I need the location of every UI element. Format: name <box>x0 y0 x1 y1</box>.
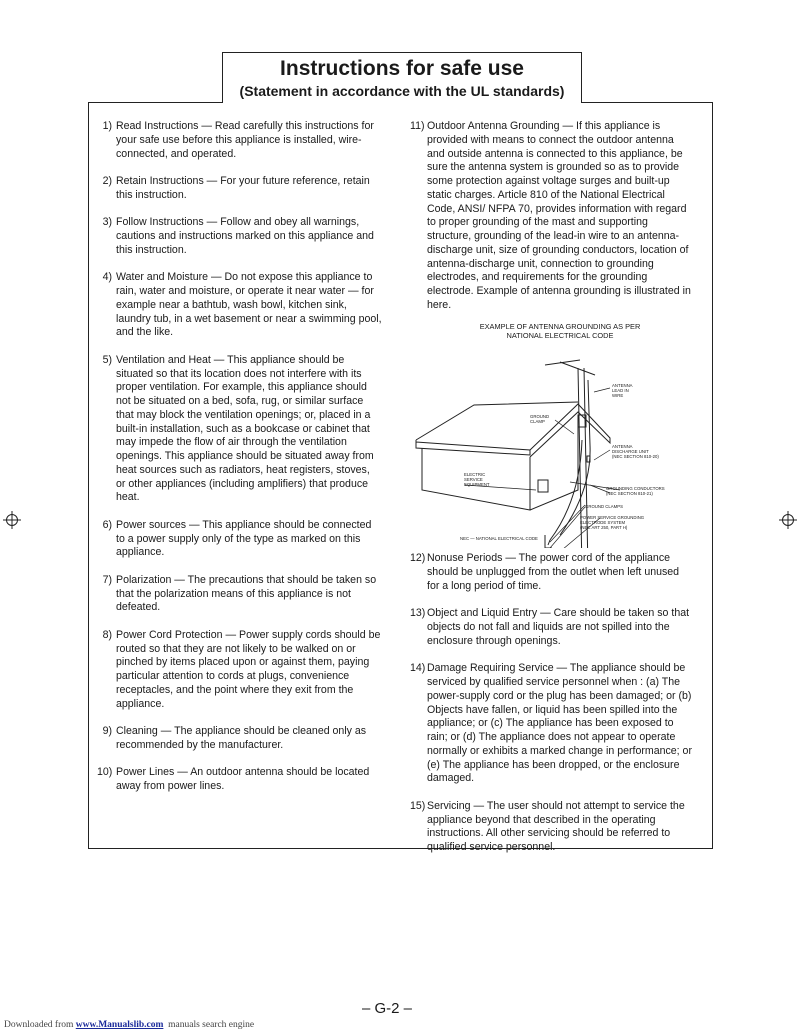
label-line: ELECTRIC <box>464 472 486 478</box>
text-line: away from power lines. <box>116 780 225 792</box>
text-line: power-supply cord or the plug has been damaged; or (b) <box>427 689 692 702</box>
label-line: ANTENNA <box>612 383 633 389</box>
label-line: LEAD IN <box>612 388 629 394</box>
text-line: not be situated on a bed, sofa, rug, or similar surface <box>116 395 364 407</box>
text-line: example near a bathtub, wash bowl, kitchen sink, <box>116 298 347 311</box>
text-line: for a long period of time. <box>427 579 542 592</box>
text-line: damaged. <box>427 772 475 785</box>
text-line: particular attention to cords at plugs, convenience <box>116 670 350 682</box>
label-line: WIRE <box>612 393 624 399</box>
instruction-item <box>97 216 397 257</box>
label-line: (NEC SECTION 810-20) <box>612 454 659 460</box>
text-line: Object and Liquid Entry — Care should be taken so that <box>427 607 690 620</box>
text-line: (e) The appliance has been dropped, or the enclosure <box>427 758 680 771</box>
text-line: and outside antenna is connected to this appliance, be <box>427 147 683 160</box>
label-discharge-unit <box>612 444 659 459</box>
item-text <box>116 766 397 794</box>
text-line: pinched by items placed upon or against them, paying <box>116 656 370 669</box>
label-line: CLAMP <box>530 419 545 425</box>
text-line: Nonuse Periods — The power cord of the appliance <box>427 552 671 565</box>
text-line: built-in installation, such as a bookcase or cabinet that <box>116 422 370 435</box>
text-line: objects do not fall and liquids are not spilled into the <box>427 621 670 633</box>
text-line: some protection against voltage surges and built-up <box>427 175 670 187</box>
item-text <box>116 725 397 753</box>
text-line: Power sources — This appliance should be connected <box>116 518 372 531</box>
instruction-item <box>97 766 397 794</box>
text-line: to proper grounding of the mast and supporting <box>427 216 648 229</box>
label-grounding-conductors <box>606 486 665 496</box>
text-line: recommended by the manufacturer. <box>116 738 284 751</box>
instruction-item <box>97 354 397 505</box>
footer-suffix: manuals search engine <box>163 1020 255 1030</box>
text-line: may impede the flow of air through the ventilation <box>116 436 347 449</box>
text-line: provided with means to connect the outdoor antenna <box>427 133 674 146</box>
right-column <box>410 120 710 869</box>
item-text <box>427 607 710 648</box>
text-line: openings. This appliance should be situated away from <box>116 450 374 462</box>
item-number: 2) <box>102 175 112 187</box>
text-line: laundry tub, in a wet basement or near a swimming pool, <box>116 312 382 325</box>
label-line: DISCHARGE UNIT <box>612 449 649 455</box>
left-column <box>97 120 397 808</box>
footer-prefix: Downloaded from <box>4 1020 76 1030</box>
item-number: 4) <box>102 271 112 284</box>
item-number: 8) <box>102 628 112 641</box>
label-line: GROUNDING CONDUCTORS <box>606 486 665 492</box>
text-line: appliance beyond that described in the operating <box>427 813 656 826</box>
instruction-item <box>97 271 397 340</box>
text-line: your safe use before this appliance is installed, wire- <box>116 133 362 146</box>
text-line: Power Lines — An outdoor antenna should be located <box>116 766 370 779</box>
item-number: 7) <box>102 573 112 586</box>
item-number: 11) <box>410 120 425 132</box>
registration-mark-icon <box>779 511 797 529</box>
item-text <box>427 552 710 593</box>
text-line: Ventilation and Heat — This appliance should be <box>116 353 345 366</box>
text-line: to a power supply only of the type as marked on this <box>116 532 361 545</box>
text-line: proper ventilation. For example, this appliance should <box>116 381 367 394</box>
text-line: serviced by qualified service personnel when : (a) The <box>427 676 681 688</box>
text-line: discharge unit, size of grounding conductors, location of <box>427 243 689 256</box>
item-number: 15) <box>410 799 426 812</box>
label-lead-in <box>612 383 633 398</box>
text-line: structure, grounding of the lead-in wire to an antenna- <box>427 230 680 242</box>
text-line: Code, ANSI/ NFPA 70, provides information with regard <box>427 202 687 215</box>
text-line: Objects have fallen, or liquid has been spilled into the <box>427 703 678 716</box>
text-line: connected, and operated. <box>116 147 237 160</box>
instruction-item <box>97 120 397 161</box>
text-line: appliance. <box>116 546 165 559</box>
page-title: Instructions for safe use <box>280 57 524 80</box>
item-text <box>116 629 397 712</box>
text-line: Retain Instructions — For your future reference, retain <box>116 175 370 187</box>
caption-line: EXAMPLE OF ANTENNA GROUNDING AS PER <box>479 322 641 332</box>
label-line: ANTENNA <box>612 444 633 450</box>
instruction-item <box>410 552 710 593</box>
text-line: Follow Instructions — Follow and obey all warnings, <box>116 216 360 229</box>
text-line: appliance. <box>116 697 165 710</box>
label-ground-clamp <box>530 414 549 424</box>
item-text <box>427 800 710 855</box>
item-text <box>116 271 397 340</box>
text-line: this instruction. <box>116 188 187 201</box>
item-number: 13) <box>410 607 426 620</box>
text-line: defeated. <box>116 601 161 614</box>
text-line: that the polarization means of this appliance is not <box>116 587 351 600</box>
instruction-item <box>97 574 397 615</box>
label-electrode-system <box>580 515 644 530</box>
text-line: enclosure through openings. <box>427 634 561 647</box>
label-line: (NEC ART 250, PART H) <box>580 525 628 531</box>
text-line: static charges. Article 810 of the National Electrical <box>427 188 665 201</box>
item-text <box>427 120 710 313</box>
text-line: this instruction. <box>116 243 187 256</box>
item-text <box>427 662 710 786</box>
text-line: routed so that they are not likely to be walked on or <box>116 642 356 655</box>
item-text <box>116 354 397 505</box>
instruction-item <box>97 175 397 203</box>
text-line: normally or exhibits a marked change in performance; or <box>427 744 692 757</box>
item-number: 9) <box>102 725 112 737</box>
title-box <box>222 52 582 103</box>
text-line: appliance; or (c) The appliance has been exposed to <box>427 717 674 730</box>
text-line: should be unplugged from the outlet when left unused <box>427 566 680 578</box>
text-line: sure the antenna system is grounded so as to provide <box>427 161 680 174</box>
instruction-item <box>410 607 710 648</box>
instruction-item <box>410 662 710 786</box>
label-line: SERVICE <box>464 477 483 483</box>
text-line: Cleaning — The appliance should be cleaned only as <box>116 725 367 737</box>
instruction-item <box>97 725 397 753</box>
item-number: 12) <box>410 552 426 565</box>
text-line: here. <box>427 298 452 311</box>
text-line: qualified service personnel. <box>427 841 556 853</box>
item-number: 10) <box>97 766 113 779</box>
item-number: 1) <box>102 120 112 132</box>
label-line: (NEC SECTION 810-21) <box>606 491 653 497</box>
text-line: Power Cord Protection — Power supply cords should be <box>116 628 381 641</box>
text-line: Polarization — The precautions that should be taken so <box>116 573 377 586</box>
download-footer <box>4 1020 254 1030</box>
label-line: EQUIPMENT <box>464 482 490 488</box>
item-number: 14) <box>410 662 426 675</box>
text-line: electrodes, and requirements for the grounding <box>427 271 648 284</box>
item-text <box>116 175 397 203</box>
text-line: Water and Moisture — Do not expose this appliance to <box>116 271 373 284</box>
item-number: 6) <box>102 518 112 531</box>
text-line: rain, water and moisture, or operate it near water — for <box>116 285 374 297</box>
text-line: Damage Requiring Service — The appliance should be <box>427 662 686 675</box>
text-line: receptacles, and the point where they exit from the <box>116 683 354 696</box>
page-number: – G-2 – <box>362 1000 413 1017</box>
registration-mark-icon <box>3 511 21 529</box>
page-subtitle: (Statement in accordance with the UL standards) <box>239 83 565 99</box>
text-line: antenna-discharge unit, connection to grounding <box>427 257 654 270</box>
text-line: Read Instructions — Read carefully this instructions for <box>116 120 374 132</box>
manualslib-link[interactable]: www.Manualslib.com <box>75 1020 164 1030</box>
label-line: GROUND <box>530 414 550 420</box>
label-line: ELECTRODE SYSTEM <box>580 520 626 526</box>
instruction-item <box>410 800 710 855</box>
item-text <box>116 519 397 560</box>
text-line: heat. <box>116 491 140 504</box>
text-line: rain; or (d) The appliance does not appear to operate <box>427 731 676 743</box>
text-line: situated so that its location does not interfere with its <box>116 367 362 380</box>
caption-line: NATIONAL ELECTRICAL CODE <box>506 331 614 341</box>
instruction-item <box>97 629 397 712</box>
antenna-grounding-diagram <box>410 320 710 548</box>
instruction-item <box>97 519 397 560</box>
item-text <box>116 120 397 161</box>
label-nec: NEC — NATIONAL ELECTRICAL CODE <box>460 536 538 542</box>
text-line: electrode. Example of antenna grounding is illustrated in <box>427 285 691 297</box>
item-text <box>116 216 397 257</box>
text-line: heat sources such as radiators, heat registers, stoves, <box>116 463 370 476</box>
item-number: 5) <box>102 353 112 366</box>
label-electric-service <box>464 472 490 487</box>
label-ground-clamps: GROUND CLAMPS <box>585 504 623 510</box>
label-line: POWER SERVICE GROUNDING <box>580 515 645 521</box>
text-line: cautions and instructions marked on this appliance and <box>116 230 374 242</box>
text-line: that may block the ventilation openings; or, placed in a <box>116 408 371 421</box>
text-line: Outdoor Antenna Grounding — If this appliance is <box>427 120 661 132</box>
text-line: or other appliances (including amplifiers) that produce <box>116 477 369 490</box>
text-line: instructions. All other servicing should be referred to <box>427 827 671 840</box>
instruction-item <box>410 120 710 313</box>
item-number: 3) <box>102 216 112 229</box>
text-line: Servicing — The user should not attempt to service the <box>427 799 685 812</box>
text-line: and the like. <box>116 326 174 339</box>
house-antenna-drawing <box>410 320 710 548</box>
item-text <box>116 574 397 615</box>
